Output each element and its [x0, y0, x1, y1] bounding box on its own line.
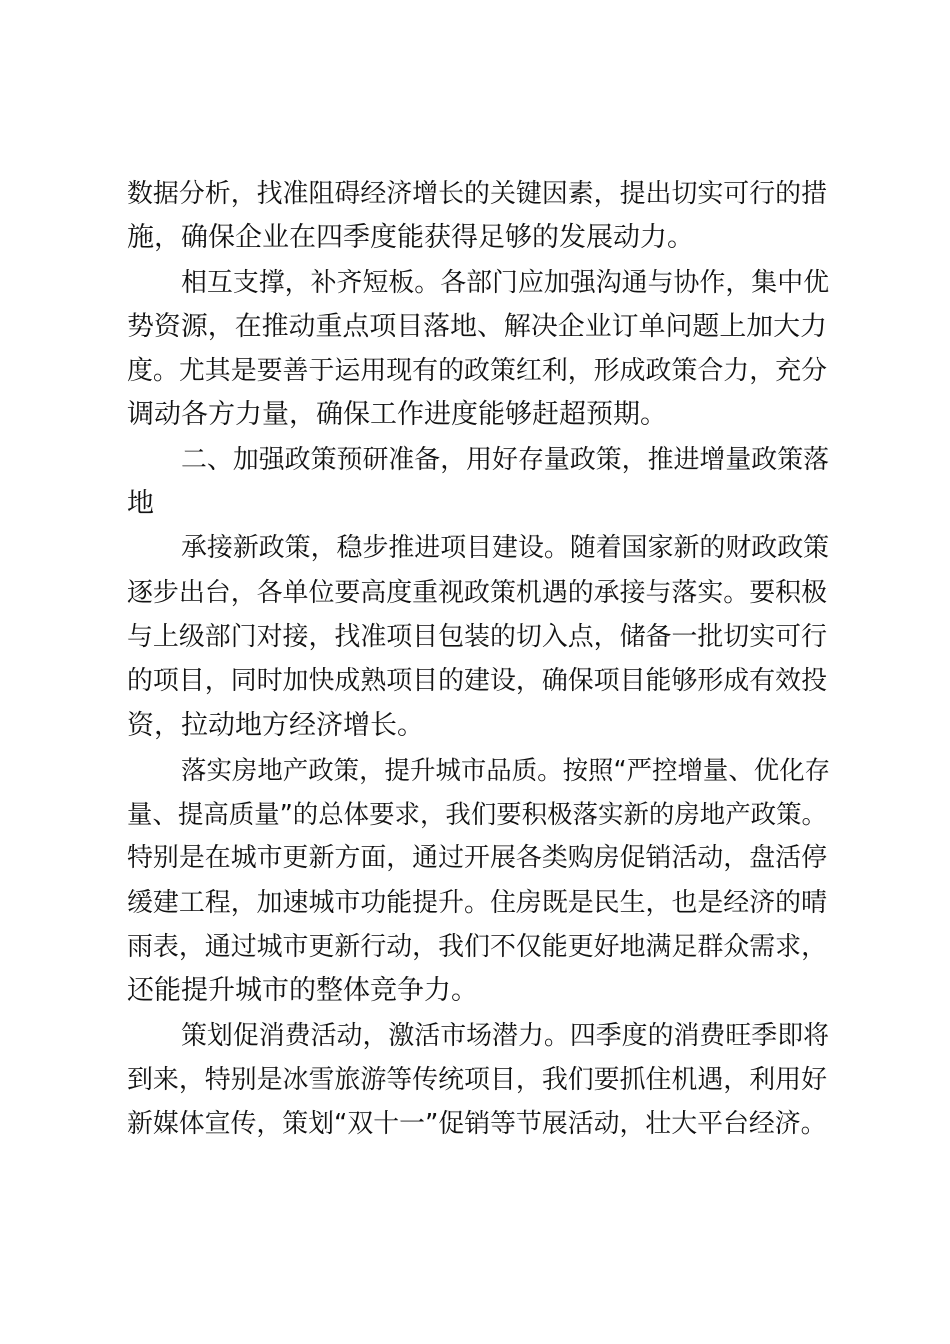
paragraph-line: 缓建工程，加速城市功能提升。住房既是民生，也是经济的晴: [127, 887, 827, 918]
paragraph-line: 相互支撑，补齐短板。各部门应加强沟通与协作，集中优: [181, 267, 830, 298]
section-heading-line: 二、加强政策预研准备，用好存量政策，推进增量政策落: [181, 444, 830, 475]
paragraph-line: 雨表，通过城市更新行动，我们不仅能更好地满足群众需求，: [127, 932, 827, 963]
paragraph-line: 数据分析，找准阻碍经济增长的关键因素，提出切实可行的措: [127, 179, 827, 209]
paragraph-line: 的项目，同时加快成熟项目的建设，确保项目能够形成有效投: [127, 666, 827, 697]
paragraph-line: 调动各方力量，确保工作进度能够赶超预期。: [127, 399, 667, 431]
paragraph-line: 与上级部门对接，找准项目包装的切入点，储备一批切实可行: [127, 621, 827, 652]
paragraph-line: 资，拉动地方经济增长。: [127, 709, 424, 741]
document-body: [127, 172, 831, 1147]
paragraph-line: 量、提高质量”的总体要求，我们要积极落实新的房地产政策。: [127, 799, 827, 830]
paragraph-line: 施，确保企业在四季度能获得足够的发展动力。: [127, 222, 694, 254]
paragraph-line: 度。尤其是要善于运用现有的政策红利，形成政策合力，充分: [127, 356, 827, 387]
paragraph-line: 特别是在城市更新方面，通过开展各类购房促销活动，盘活停: [127, 843, 827, 874]
paragraph-line: 承接新政策，稳步推进项目建设。随着国家新的财政政策: [181, 533, 830, 564]
paragraph-line: 落实房地产政策，提升城市品质。按照“严控增量、优化存: [181, 754, 831, 785]
section-heading-line: 地: [127, 488, 154, 520]
paragraph-line: 策划促消费活动，激活市场潜力。四季度的消费旺季即将: [181, 1020, 830, 1051]
paragraph-line: 逐步出台，各单位要高度重视政策机遇的承接与落实。要积极: [127, 577, 827, 608]
paragraph-line: 势资源，在推动重点项目落地、解决企业订单问题上加大力: [127, 310, 827, 342]
paragraph-line: 还能提升城市的整体竞争力。: [127, 975, 478, 1007]
paragraph-line: 到来，特别是冰雪旅游等传统项目，我们要抓住机遇，利用好: [127, 1064, 827, 1095]
paragraph-line: 新媒体宣传，策划“双十一”促销等节展活动，壮大平台经济。: [127, 1109, 827, 1140]
